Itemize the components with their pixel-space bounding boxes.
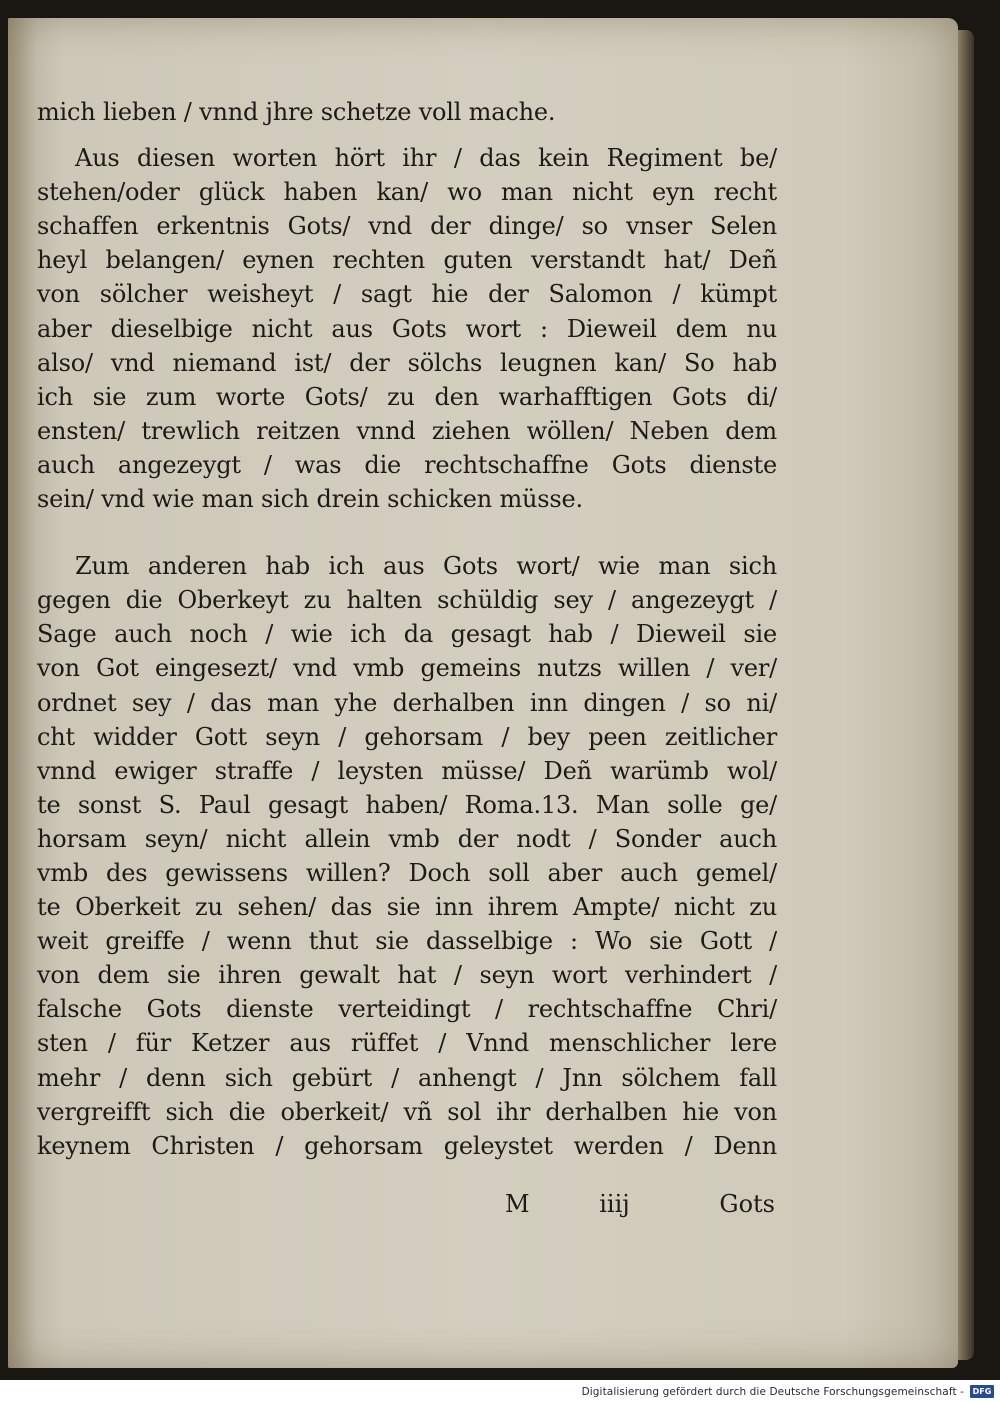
text-line: Aus diesen worten hört ihr / das kein Regiment be/ (75, 144, 777, 173)
page-edge (958, 30, 974, 1360)
page-binding-shadow (8, 18, 36, 1368)
text-line: von dem sie ihren gewalt hat / seyn wort verhindert / (37, 961, 777, 990)
catchword: Gots (719, 1190, 775, 1218)
text-line: sten / für Ketzer aus rüffet / Vnnd menschlicher lere (37, 1029, 777, 1058)
text-line: vmb des gewissens willen? Doch soll aber auch gemel/ (37, 858, 777, 887)
text-line: ich sie zum worte Gots/ zu den warhafftigen Gots di/ (37, 382, 777, 411)
signature-line (505, 1190, 775, 1218)
text-line: also/ vnd niemand ist/ der sölchs leugnen kan/ So hab (37, 348, 777, 377)
text-line: aber dieselbige nicht aus Gots wort : Dieweil dem nu (37, 314, 777, 343)
text-line: falsche Gots dienste verteidingt / rechtschaffne Chri/ (37, 995, 777, 1024)
dfg-logo-icon: DFG (970, 1385, 994, 1398)
text-line: sein/ vnd wie man sich drein schicken müsse. (37, 485, 583, 514)
text-line: cht widder Gott seyn / gehorsam / bey peen zeitlicher (37, 722, 777, 751)
text-line: ordnet sey / das man yhe derhalben inn dingen / so ni/ (37, 688, 777, 717)
text-line: te sonst S. Paul gesagt haben/ Roma.13. Man solle ge/ (37, 790, 777, 819)
signature-mark: M (505, 1190, 530, 1218)
text-line: stehen/oder glück haben kan/ wo man nicht eyn recht (37, 178, 777, 207)
text-line: Sage auch noch / wie ich da gesagt hab / Dieweil sie (37, 620, 777, 649)
funding-notice: Digitalisierung gefördert durch die Deutsche Forschungsgemeinschaft - (581, 1385, 964, 1398)
text-line: vergreifft sich die oberkeit/ vñ sol ihr derhalben hie von (37, 1097, 777, 1126)
paragraph-gap (37, 516, 777, 549)
text-line: weit greiffe / wenn thut sie dasselbige : Wo sie Gott / (37, 927, 777, 956)
page-text (37, 95, 777, 1163)
text-line: von sölcher weisheyt / sagt hie der Salomon / kümpt (37, 280, 777, 309)
text-line: ensten/ trewlich reitzen vnnd ziehen wöllen/ Neben dem (37, 416, 777, 445)
footer-bar (0, 1380, 1000, 1403)
text-line: keynem Christen / gehorsam geleystet werden / Denn (37, 1131, 777, 1160)
text-line: gegen die Oberkeyt zu halten schüldig sey / angezeygt / (37, 586, 777, 615)
text-line: auch angezeygt / was die rechtschaffne Gots dienste (37, 450, 777, 479)
text-line: Zum anderen hab ich aus Gots wort/ wie man sich (75, 552, 777, 581)
text-line: mich lieben / vnnd jhre schetze voll mache. (37, 98, 556, 126)
text-line: mehr / denn sich gebürt / anhengt / Jnn sölchem fall (37, 1063, 777, 1092)
signature-number: iiij (599, 1190, 630, 1218)
text-line: horsam seyn/ nicht allein vmb der nodt / Sonder auch (37, 824, 777, 853)
text-line: vnnd ewiger straffe / leysten müsse/ Deñ warümb wol/ (37, 756, 777, 785)
text-line: heyl belangen/ eynen rechten guten verstandt hat/ Deñ (37, 246, 777, 275)
text-line: schaffen erkentnis Gots/ vnd der dinge/ so vnser Selen (37, 212, 777, 241)
text-line: te Oberkeit zu sehen/ das sie inn ihrem Ampte/ nicht zu (37, 893, 777, 922)
text-line: von Got eingesezt/ vnd vmb gemeins nutzs willen / ver/ (37, 654, 777, 683)
